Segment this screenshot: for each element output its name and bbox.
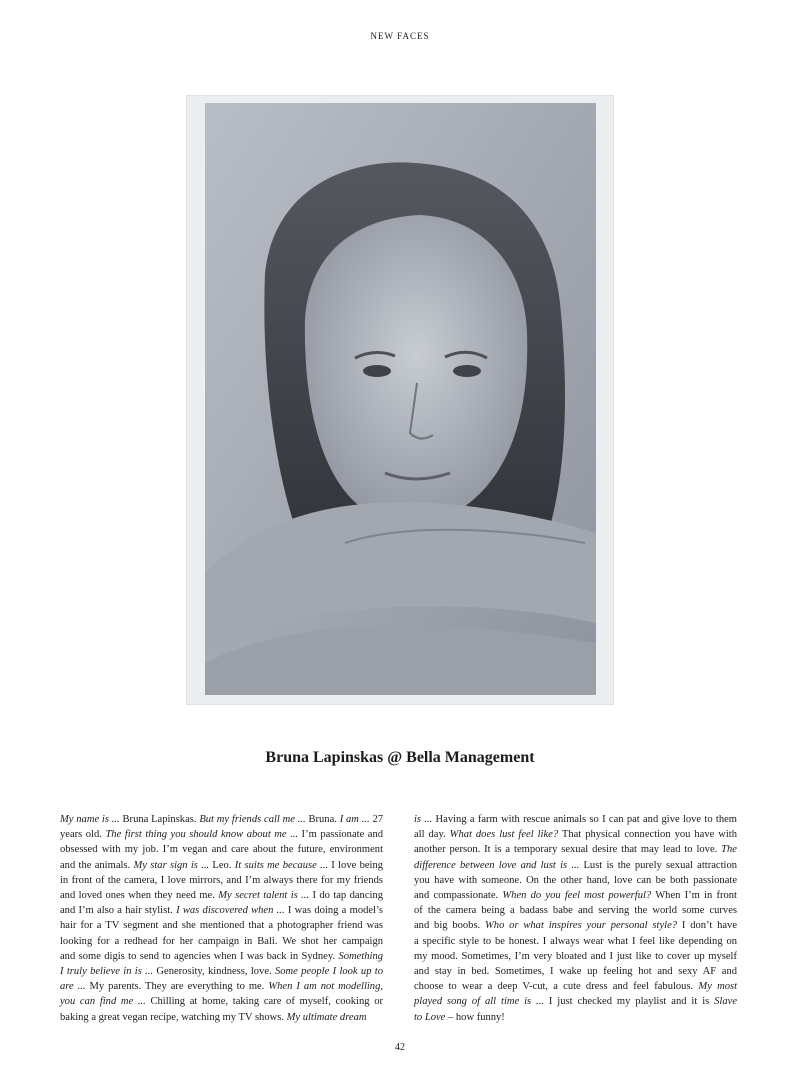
question-text: The first thing you should know about me ... <box>105 829 299 841</box>
question-text: My ultimate dream <box>286 1011 367 1023</box>
answer-text: 27 <box>369 814 383 825</box>
text-line <box>60 1010 383 1025</box>
answer-text: When I’m in front <box>651 890 737 902</box>
answer-text: obsessed with my job. I’m vegan and care about the future, environment <box>60 844 383 856</box>
text-line <box>60 979 383 994</box>
text-line <box>414 842 737 857</box>
answer-text: of the camera being a badass babe and serving the world some curves <box>414 905 737 917</box>
question-text: My secret talent is ... <box>218 890 310 902</box>
text-line <box>60 934 383 949</box>
answer-text: hair for a TV segment and she mentioned that a photographer friend was <box>60 920 383 932</box>
text-line <box>60 842 383 857</box>
text-line <box>414 827 737 842</box>
question-text: When I am not modelling, <box>268 981 383 993</box>
question-text: Something <box>338 950 383 962</box>
answer-text: Having a farm with rescue animals so I can pat and give love to them <box>432 814 737 825</box>
answer-text: and loved ones when they need me. <box>60 890 219 902</box>
question-text: Who or what inspires your personal style? <box>485 920 678 932</box>
text-line <box>414 858 737 873</box>
interview-column-left <box>60 812 383 1025</box>
section-label: NEW FACES <box>370 31 430 41</box>
page-number: 42 <box>395 1042 405 1053</box>
text-line <box>414 994 737 1009</box>
answer-text: – how funny! <box>445 1011 505 1023</box>
question-text: When do you feel most powerful? <box>502 890 652 902</box>
question-text: But my friends call me ... <box>199 814 306 825</box>
answer-text: I just checked my playlist and it is <box>543 996 715 1008</box>
answer-text: I don’t have <box>677 920 738 932</box>
text-line <box>414 888 737 903</box>
answer-text: I was doing a model’s <box>284 905 384 917</box>
text-line <box>414 873 737 888</box>
portrait-illustration <box>205 103 596 695</box>
text-line <box>60 858 383 873</box>
question-text: difference between love and lust is ... <box>414 859 580 871</box>
answer-text: I do tap dancing <box>309 890 383 902</box>
answer-text: baking a great vegan recipe, watching my TV shows. <box>60 1011 287 1023</box>
question-text: is ... <box>414 814 433 825</box>
answer-text: a specific style to be honest. I always wear what I feel like depending on <box>414 935 737 947</box>
text-line <box>414 918 737 933</box>
answer-text: another person. It is a temporary sexual desire that may lead to love. <box>414 844 722 856</box>
answer-text: Chilling at home, taking care of myself, cooking or <box>145 996 383 1008</box>
answer-text: you have with someone. On the other hand, love can be both passionate <box>414 874 737 886</box>
answer-text: I’m passionate and <box>298 829 384 841</box>
headline: Bruna Lapinskas @ Bella Management <box>265 749 535 766</box>
question-text: are ... <box>60 981 86 993</box>
text-line <box>414 903 737 918</box>
answer-text: looking for a redhead for her campaign in Bali. We shot her campaign <box>60 935 383 947</box>
portrait-photo <box>205 103 596 695</box>
answer-text: Leo. <box>209 859 235 871</box>
text-line <box>414 949 737 964</box>
answer-text: and the animals. <box>60 859 134 871</box>
question-text: My most <box>698 981 737 993</box>
answer-text: I love being <box>327 859 384 871</box>
answer-text: years old. <box>60 829 106 841</box>
interview-column-right <box>414 812 737 1025</box>
answer-text: and I’m also a hair stylist. <box>60 905 177 917</box>
answer-text: Bruna. <box>305 814 340 825</box>
text-line <box>414 812 737 827</box>
question-text: Slave <box>714 996 737 1008</box>
answer-text: My parents. They are everything to me. <box>85 981 269 993</box>
question-text: I was discovered when ... <box>176 905 285 917</box>
answer-text: and stay in bed. Sometimes, I wake up feeling hot and sexy AF and <box>414 966 737 978</box>
text-line <box>60 903 383 918</box>
text-line <box>60 873 383 888</box>
answer-text: choose to wear a deep V-cut, a cute dress and feel fabulous. <box>414 981 699 993</box>
answer-text: in front of the camera, I love mirrors, and I’m always there for my friends <box>60 874 383 886</box>
question-text: The <box>721 844 737 856</box>
question-text: I truly believe in is ... <box>60 966 154 978</box>
text-line <box>414 934 737 949</box>
text-line <box>414 1010 737 1025</box>
text-line <box>60 964 383 979</box>
question-text: My star sign is ... <box>133 859 210 871</box>
text-line <box>60 949 383 964</box>
answer-text: Bruna Lapinskas. <box>119 814 200 825</box>
question-text: you can find me ... <box>60 996 146 1008</box>
text-line <box>414 964 737 979</box>
answer-text: and some digis to send to agencies when I was back in Sydney. <box>60 950 339 962</box>
text-line <box>60 994 383 1009</box>
answer-text: Lust is the purely sexual attraction <box>579 859 737 871</box>
photo-frame <box>186 95 614 705</box>
question-text: It suits me because ... <box>234 859 328 871</box>
answer-text: and compassionate. <box>414 890 503 902</box>
answer-text: and big boobs. <box>414 920 486 932</box>
question-text: I am ... <box>339 814 370 825</box>
question-text: Some people I look up to <box>274 966 384 978</box>
text-line <box>60 827 383 842</box>
answer-text: all day. <box>414 829 450 841</box>
question-text: to Love <box>414 1011 446 1023</box>
answer-text: my mood. Sometimes, I’m very bloated and I just like to cover up myself <box>414 950 737 962</box>
text-line <box>60 918 383 933</box>
answer-text: Generosity, kindness, love. <box>153 966 275 978</box>
text-line <box>60 888 383 903</box>
text-line <box>414 979 737 994</box>
question-text: My name is ... <box>60 814 120 825</box>
question-text: What does lust feel like? <box>449 829 559 841</box>
text-line <box>60 812 383 827</box>
question-text: played song of all time is ... <box>414 996 544 1008</box>
answer-text: That physical connection you have with <box>558 829 737 841</box>
